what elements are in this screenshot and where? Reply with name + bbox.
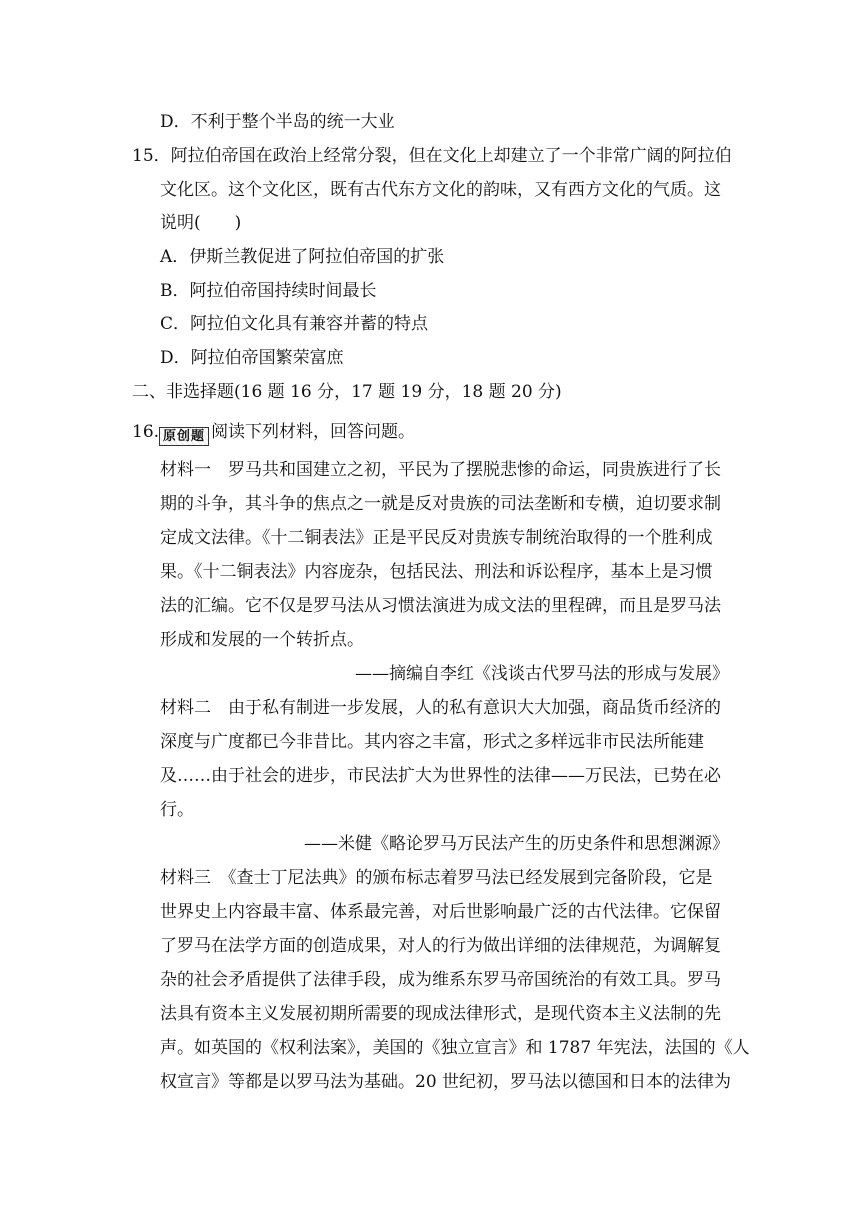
material1-source: ——摘编自李红《浅谈古代罗马法的形成与发展》	[355, 664, 729, 684]
material3-line: 声。如英国的《权利法案》，美国的《独立宣言》和 1787 年宪法，法国的《人	[160, 1038, 750, 1058]
material3-line: 杂的社会矛盾提供了法律手段，成为维系东罗马帝国统治的有效工具。罗马	[160, 970, 721, 990]
material3-line: 权宣言》等都是以罗马法为基础。20 世纪初，罗马法以德国和日本的法律为	[160, 1072, 732, 1092]
section-heading: 二、非选择题(16 题 16 分，17 题 19 分，18 题 20 分)	[132, 382, 562, 402]
material3-line: 材料三 《查士丁尼法典》的颁布标志着罗马法已经发展到完备阶段，它是	[160, 868, 713, 888]
material2-source: ——米健《略论罗马万民法产生的历史条件和思想渊源》	[304, 834, 729, 854]
q15-stem-line-1: 15．阿拉伯帝国在政治上经常分裂，但在文化上却建立了一个非常广阔的阿拉伯	[132, 146, 732, 166]
q15-stem-line-2: 文化区。这个文化区，既有古代东方文化的韵味，又有西方文化的气质。这	[160, 180, 721, 200]
q16-header	[132, 420, 415, 446]
material2-line: 及……由于社会的进步，市民法扩大为世界性的法律——万民法，已势在必	[160, 766, 721, 786]
material3-line: 世界史上内容最丰富、体系最完善，对后世影响最广泛的古代法律。它保留	[160, 902, 721, 922]
q15-option-c: C．阿拉伯文化具有兼容并蓄的特点	[160, 314, 429, 334]
material2-line: 深度与广度都已今非昔比。其内容之丰富，形式之多样远非市民法所能建	[160, 732, 704, 752]
q15-stem-line-3: 说明( )	[160, 213, 242, 233]
material1-line: 材料一 罗马共和国建立之初，平民为了摆脱悲惨的命运，同贵族进行了长	[160, 460, 721, 480]
original-question-badge: 原创题	[159, 427, 209, 446]
q15-option-b: B．阿拉伯帝国持续时间最长	[160, 281, 377, 301]
q15-option-d: D．阿拉伯帝国繁荣富庶	[160, 348, 344, 368]
material1-line: 定成文法律。《十二铜表法》正是平民反对贵族专制统治取得的一个胜利成	[160, 528, 713, 548]
material2-line: 行。	[160, 800, 194, 820]
material2-line: 材料二 由于私有制进一步发展，人的私有意识大大加强，商品货币经济的	[160, 698, 721, 718]
q15-option-a: A．伊斯兰教促进了阿拉伯帝国的扩张	[160, 247, 445, 267]
material1-line: 期的斗争，其斗争的焦点之一就是反对贵族的司法垄断和专横，迫切要求制	[160, 494, 721, 514]
q16-instruction: 阅读下列材料，回答问题。	[211, 422, 416, 442]
material3-line: 了罗马在法学方面的创造成果，对人的行为做出详细的法律规范，为调解复	[160, 936, 721, 956]
material1-line: 法的汇编。它不仅是罗马法从习惯法演进为成文法的里程碑，而且是罗马法	[160, 596, 721, 616]
material1-line: 形成和发展的一个转折点。	[160, 630, 364, 650]
material1-line: 果。《十二铜表法》内容庞杂，包括民法、刑法和诉讼程序，基本上是习惯	[160, 562, 713, 582]
q16-number: 16.	[132, 422, 160, 442]
q14-option-d: D．不利于整个半岛的统一大业	[160, 112, 395, 132]
material3-line: 法具有资本主义发展初期所需要的现成法律形式，是现代资本主义法制的先	[160, 1004, 721, 1024]
